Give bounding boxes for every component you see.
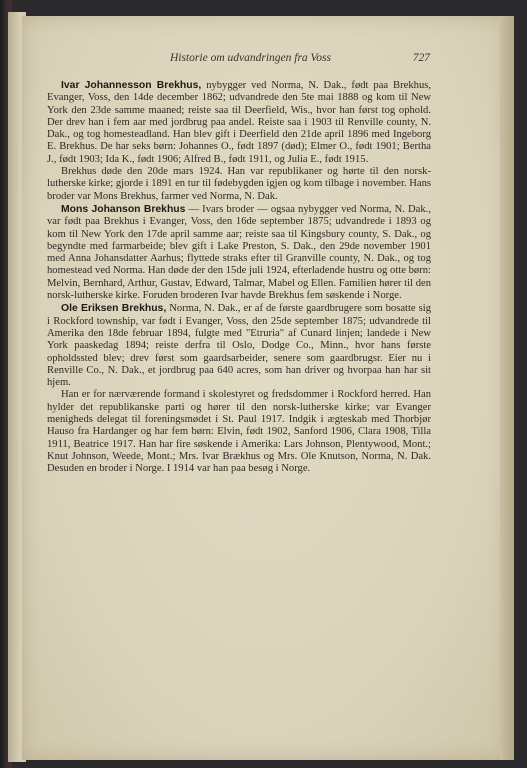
entry-text: Norma, N. Dak., er af de første gaardbrugere som bosatte sig i Rockford township, var født i Evanger, Voss, den 25de september 1875; udvandrede til Amerika den 18de februar 1894, fulgte med "Etruria" af Cunard linjen; landede i New York paaskedag 1894; reiste derfra til Oslo, Dodge Co., Minn., hvor hans første opholdssted blev; drev først som gaardsarbeider, senere som gaardbrugsr. Eier nu i Renville Co., N. Dak., et jordbrug paa 640 acres, som han driver og hvorpaa han har sit hjem.	[47, 303, 431, 389]
entry-paragraph	[47, 80, 431, 166]
entry-paragraph: Brekhus døde den 20de mars 1924. Han var republikaner og hørte til den norsk-lutherske kirke; gjorde i 1891 en tur til fødebygden igjen og kom tilbage i november. Hans broder var Mons Brekhus, farmer ved Norma, N. Dak.	[47, 166, 431, 202]
entry-ole-brekhus	[47, 303, 431, 475]
running-head: Historie om udvandringen fra Voss	[170, 52, 331, 64]
page-body	[47, 80, 431, 477]
entry-name: Mons Johanson Brekhus	[61, 203, 186, 215]
entry-ivar-brekhus	[47, 80, 431, 203]
page-number: 727	[412, 52, 430, 64]
entry-name: Ole Eriksen Brekhus,	[61, 303, 167, 315]
page-header	[40, 52, 430, 68]
entry-paragraph: Han er for nærværende formand i skolestyret og fredsdommer i Rockford herred. Han hylder det republikanske parti og hører til den norsk-lutherske kirke; var Evanger menigheds delegat til foreningsmødet i St. Paul 1917. Indgik i ægteskab med Thorbjør Hauso fra Hardanger og har fem børn: Elvin, født 1902, Sanford 1906, Clara 1908, Tilla 1911, Beatrice 1917. Han har fire søskende i Amerika: Lars Johnson, Plentywood, Mont.; Knut Johnson, Weede, Mont.; Mrs. Ivar Brækhus og Mrs. Ole Knutson, Norma, N. Dak. Desuden en broder i Norge. I 1914 var han paa besøg i Norge.	[47, 389, 431, 475]
page-stack-edge	[500, 16, 514, 760]
entry-paragraph	[47, 303, 431, 389]
entry-paragraph	[47, 204, 431, 302]
entry-text: nybygger ved Norma, N. Dak., født paa Brekhus, Evanger, Voss, den 14de december 1862; udvandrede den 5te mai 1888 og kom til New York den 23de samme maaned; reiste saa til Deerfield, Wis., hvor han først tog ophold. Der drev han i fem aar med jordbrug paa andel. Reiste saa i 1903 til Renville county, N. Dak., og tog homesteadland. Han blev gift i Deerfield den 21de april 1896 med Ingeborg E. Brekhus. De har seks børn: Johannes O., født 1897 (død); Elmer O., født 1901; Bertha J., født 1903; Ida K., født 1906; Alfred B., født 1911, og Julia E., født 1915.	[47, 80, 432, 165]
entry-mons-brekhus	[47, 204, 431, 302]
entry-text: — Ivars broder — ogsaa nybygger ved Norma, N. Dak., var født paa Brekhus i Evanger, Voss, den 16de september 1875; udvandrede i 1893 og kom til New York den 17de april samme aar; reiste saa til Kingsbury county, S. Dak., og begyndte med farmarbeide; blev gift i Lake Preston, S. Dak., den 29de november 1901 med Anna Johansdatter Aarhus; flyttede straks efter til Granville county, N. Dak., og tog homestead ved Norma. Han døde der den 15de juli 1924, efterladende hustru og otte børn: Melvin, Bernhard, Arthur, Gustav, Edward, Talmar, Mabel og Ellen. Familien hører til den norsk-lutherske kirke. Foruden broderen Ivar havde Brekhus fem søskende i Norge.	[47, 203, 431, 302]
entry-name: Ivar Johannesson Brekhus,	[61, 80, 202, 91]
